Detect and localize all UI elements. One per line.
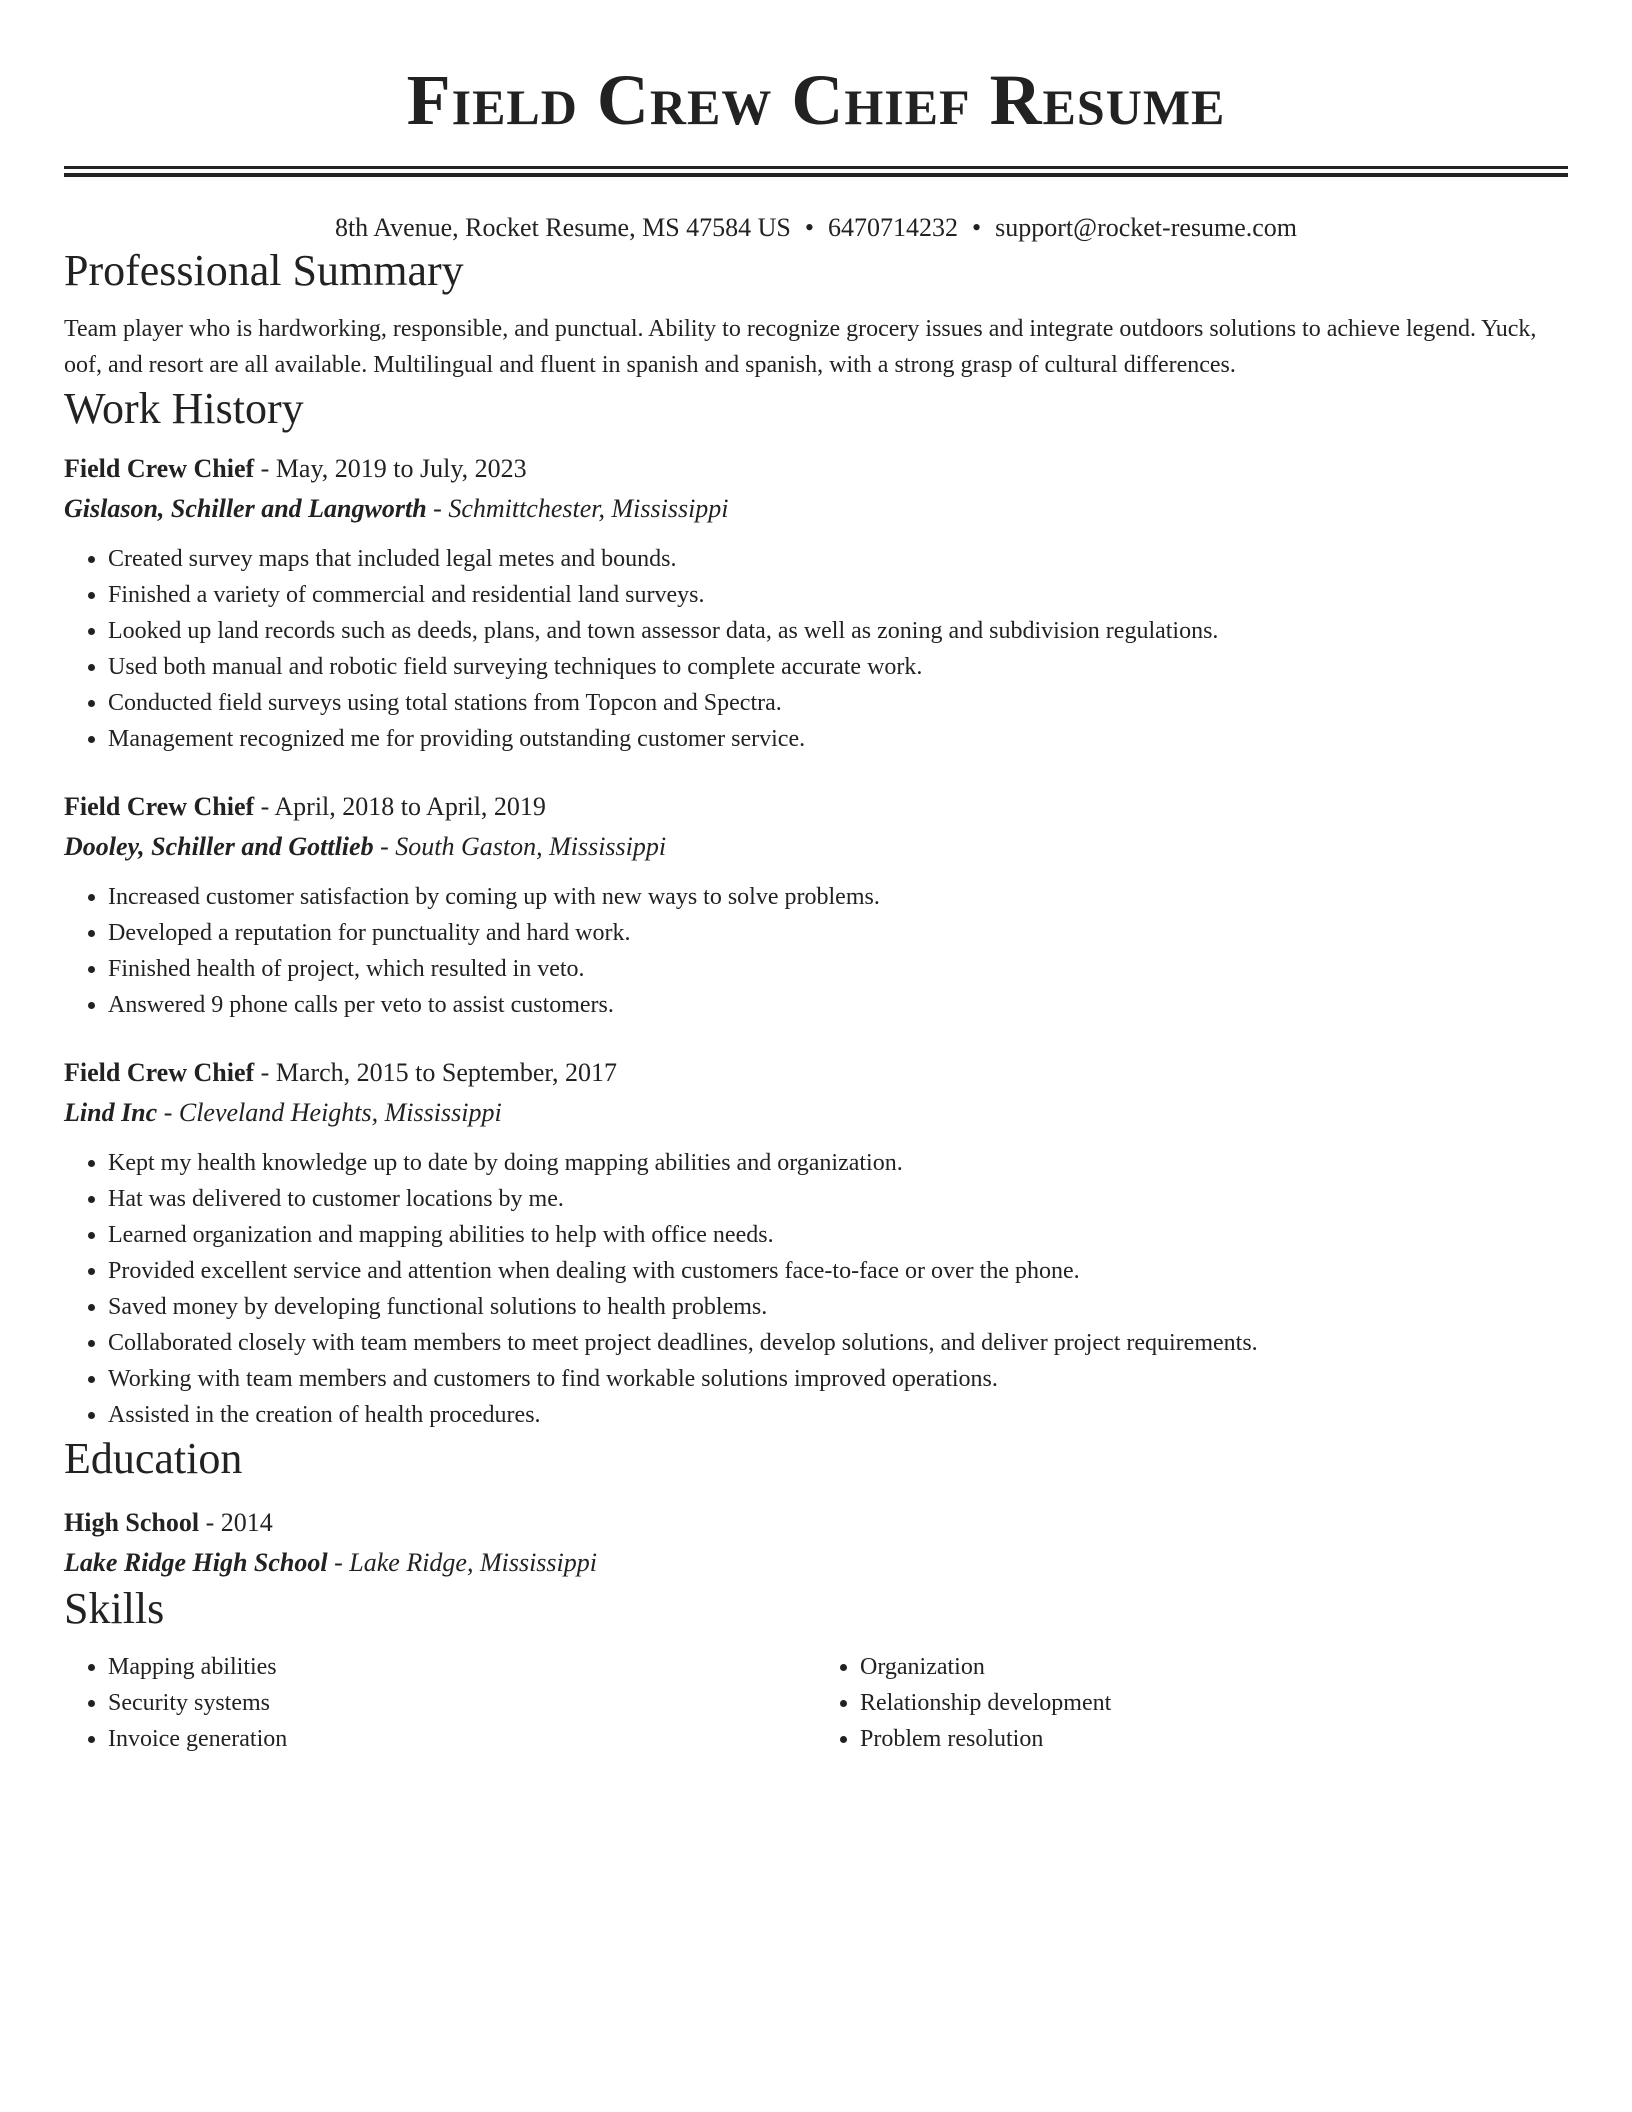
job-location: - Schmittchester, Mississippi xyxy=(426,494,729,523)
skill-item: • Relationship development xyxy=(860,1685,1568,1721)
list-item: • Learned organization and mapping abilities to help with office needs. xyxy=(108,1217,1568,1253)
job-dates: - April, 2018 to April, 2019 xyxy=(254,792,546,821)
education-school: Lake Ridge High School xyxy=(64,1548,328,1577)
job-company-line xyxy=(64,1093,1568,1133)
skill-item: • Mapping abilities xyxy=(108,1649,816,1685)
list-item: • Saved money by developing functional solutions to health problems. xyxy=(108,1289,1568,1325)
job-company: Dooley, Schiller and Gottlieb xyxy=(64,832,374,861)
list-item: • Hat was delivered to customer locations by me. xyxy=(108,1181,1568,1217)
skills-grid xyxy=(64,1649,1568,1757)
job-company: Gislason, Schiller and Langworth xyxy=(64,494,427,523)
list-item: • Kept my health knowledge up to date by doing mapping abilities and organization. xyxy=(108,1145,1568,1181)
skills-column-left xyxy=(64,1649,816,1757)
list-item: • Working with team members and customers to find workable solutions improved operations. xyxy=(108,1361,1568,1397)
skill-item: • Invoice generation xyxy=(108,1721,816,1757)
job-company-line xyxy=(64,827,1568,867)
contact-separator: • xyxy=(804,213,815,242)
job-dates: - May, 2019 to July, 2023 xyxy=(254,454,527,483)
job-entry xyxy=(64,1053,1568,1433)
contact-phone: 6470714232 xyxy=(828,213,959,242)
contact-address: 8th Avenue, Rocket Resume, MS 47584 US xyxy=(334,213,791,242)
list-item: • Increased customer satisfaction by coming up with new ways to solve problems. xyxy=(108,879,1568,915)
education-location: - Lake Ridge, Mississippi xyxy=(327,1548,597,1577)
contact-email: support@rocket-resume.com xyxy=(995,213,1298,242)
list-item: • Developed a reputation for punctuality and hard work. xyxy=(108,915,1568,951)
education-heading: Education xyxy=(64,1434,243,1483)
education-year: - 2014 xyxy=(199,1508,273,1537)
list-item: • Management recognized me for providing outstanding customer service. xyxy=(108,721,1568,757)
list-item: • Created survey maps that included legal metes and bounds. xyxy=(108,541,1568,577)
job-bullets xyxy=(64,1145,1568,1433)
summary-heading: Professional Summary xyxy=(64,246,464,295)
education-degree-line xyxy=(64,1503,1568,1543)
contact-separator: • xyxy=(972,213,982,242)
education-school-line xyxy=(64,1543,1568,1583)
skills-column-right xyxy=(816,1649,1568,1757)
job-title-line xyxy=(64,1053,1568,1093)
job-entry xyxy=(64,449,1568,757)
job-role: Field Crew Chief xyxy=(64,454,255,483)
list-item: • Finished health of project, which resulted in veto. xyxy=(108,951,1568,987)
work-history-heading: Work History xyxy=(64,384,304,433)
job-bullets xyxy=(64,879,1568,1023)
list-item: • Conducted field surveys using total stations from Topcon and Spectra. xyxy=(108,685,1568,721)
page-title: Field Crew Chief Resume xyxy=(406,60,1226,140)
job-location: - South Gaston, Mississippi xyxy=(373,832,667,861)
list-item: • Collaborated closely with team members to meet project deadlines, develop solutions, and deliver project requirements. xyxy=(108,1325,1568,1361)
job-company-line xyxy=(64,489,1568,529)
education-entry xyxy=(64,1503,1568,1583)
skill-item: • Organization xyxy=(860,1649,1568,1685)
list-item: • Assisted in the creation of health procedures. xyxy=(108,1397,1568,1433)
job-bullets xyxy=(64,541,1568,757)
job-entry xyxy=(64,787,1568,1023)
list-item: • Used both manual and robotic field surveying techniques to complete accurate work. xyxy=(108,649,1568,685)
job-dates: - March, 2015 to September, 2017 xyxy=(254,1058,618,1087)
skills-heading: Skills xyxy=(64,1584,165,1633)
list-item: • Answered 9 phone calls per veto to assist customers. xyxy=(108,987,1568,1023)
title-divider xyxy=(64,166,1568,177)
contact-line xyxy=(64,211,1568,245)
list-item: • Finished a variety of commercial and residential land surveys. xyxy=(108,577,1568,613)
job-location: - Cleveland Heights, Mississippi xyxy=(157,1098,502,1127)
job-company: Lind Inc xyxy=(64,1098,158,1127)
list-item: • Provided excellent service and attention when dealing with customers face-to-face or over the phone. xyxy=(108,1253,1568,1289)
skill-item: • Problem resolution xyxy=(860,1721,1568,1757)
job-title-line xyxy=(64,449,1568,489)
summary-text: Team player who is hardworking, responsible, and punctual. Ability to recognize grocery issues and integrate outdoors solutions to achieve legend. Yuck, oof, and resort are all available. Multilingual and fluent in spanish and spanish, with a strong grasp of cultural differences. xyxy=(64,316,1537,378)
job-title-line xyxy=(64,787,1568,827)
job-role: Field Crew Chief xyxy=(64,1058,255,1087)
job-role: Field Crew Chief xyxy=(64,792,255,821)
education-degree: High School xyxy=(64,1508,200,1537)
list-item: • Looked up land records such as deeds, plans, and town assessor data, as well as zoning and subdivision regulations. xyxy=(108,613,1568,649)
skill-item: • Security systems xyxy=(108,1685,816,1721)
